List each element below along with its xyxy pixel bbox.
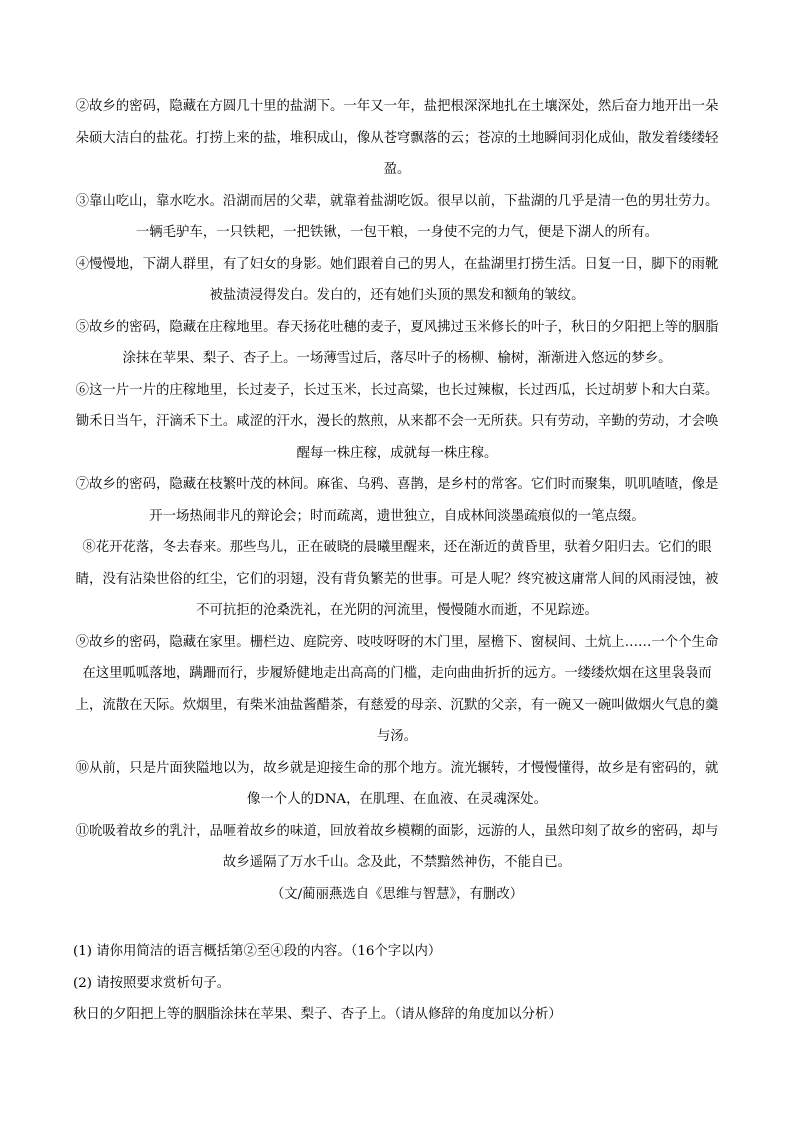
paragraph-2: ②故乡的密码，隐藏在方圆几十里的盐湖下。一年又一年，盐把根深深地扎在土壤深处，然后奋力地开出一朵朵硕大洁白的盐花。打捞上来的盐，堆积成山，像从苍穹飘落的云；苍凉的土地瞬间羽化成仙，散发着缕缕轻盈。 — [75, 99, 719, 177]
paragraph-8: ⑧花开花落，冬去春来。那些鸟儿，正在破晓的晨曦里醒来，还在渐近的黄昏里，驮着夕阳归去。它们的眼睛，没有沾染世俗的红尘，它们的羽翅，没有背负繁芜的世事。可是人呢？终究被这庸常人间的风雨浸蚀，被不可抗拒的沧桑洗礼，在光阴的河流里，慢慢随水而逝，不见踪迹。 — [75, 540, 719, 618]
article-body — [73, 91, 721, 1031]
question-2-sentence: 秋日的夕阳把上等的胭脂涂抹在苹果、梨子、杏子上。（请从修辞的角度加以分析） — [73, 1007, 562, 1022]
paragraph-9: ⑨故乡的密码，隐藏在家里。栅栏边、庭院旁、吱吱呀呀的木门里，屋檐下、窗棂间、土炕上……一个个生命在这里呱呱落地，蹒跚而行，步履矫健地走出高高的门槛，走向曲曲折折的远方。一缕缕炊烟在这里袅袅而上，流散在天际。炊烟里，有柴米油盐酱醋茶，有慈爱的母亲、沉默的父亲，有一碗又一碗叫做烟火气息的羹与汤。 — [75, 634, 719, 744]
paragraph-4: ④慢慢地，下湖人群里，有了妇女的身影。她们跟着自己的男人，在盐湖里打捞生活。日复一日，脚下的雨靴被盐渍浸得发白。发白的，还有她们头顶的黑发和额角的皱纹。 — [75, 256, 719, 303]
paragraph-10: ⑩从前，只是片面狭隘地以为，故乡就是迎接生命的那个地方。流光辗转，才慢慢懂得，故乡是有密码的，就像一个人的DNA，在肌理、在血液、在灵魂深处。 — [75, 760, 719, 807]
section-gap — [73, 910, 721, 936]
paragraph-5: ⑤故乡的密码，隐藏在庄稼地里。春天扬花吐穗的麦子，夏风拂过玉米修长的叶子，秋日的夕阳把上等的胭脂涂抹在苹果、梨子、杏子上。一场薄雪过后，落尽叶子的杨柳、榆树，渐渐进入悠远的梦乡。 — [75, 319, 719, 366]
paragraph-3: ③靠山吃山，靠水吃水。沿湖而居的父辈，就靠着盐湖吃饭。很早以前，下盐湖的几乎是清一色的男壮劳力。一辆毛驴车，一只铁耙，一把铁锹，一包干粮，一身使不完的力气，便是下湖人的所有。 — [75, 193, 719, 240]
source-citation: （文/蔺丽燕选自《思维与智慧》，有删改） — [270, 886, 524, 902]
paragraph-6: ⑥这一片一片的庄稼地里，长过麦子，长过玉米，长过高粱，也长过辣椒，长过西瓜，长过胡萝卜和大白菜。锄禾日当午，汗滴禾下土。咸涩的汗水，漫长的熬煎，从来都不会一无所获。只有劳动，辛勤的劳动，才会唤醒每一株庄稼，成就每一株庄稼。 — [75, 382, 719, 461]
paragraph-7: ⑦故乡的密码，隐藏在枝繁叶茂的林间。麻雀、乌鸦、喜鹊，是乡村的常客。它们时而聚集，叽叽喳喳，像是开一场热闹非凡的辩论会；时而疏离，遗世独立，自成林间淡墨疏痕似的一笔点缀。 — [75, 477, 719, 524]
question-2: (2) 请按照要求赏析句子。 — [73, 975, 231, 991]
paragraph-11: ⑪吮吸着故乡的乳汁，品咂着故乡的味道，回放着故乡模糊的面影，远游的人，虽然印刻了故乡的密码，却与故乡遥隔了万水千山。念及此，不禁黯然神伤，不能自已。 — [75, 823, 719, 870]
question-1: (1) 请你用简洁的语言概括第②至④段的内容。（16个字以内） — [73, 944, 442, 959]
